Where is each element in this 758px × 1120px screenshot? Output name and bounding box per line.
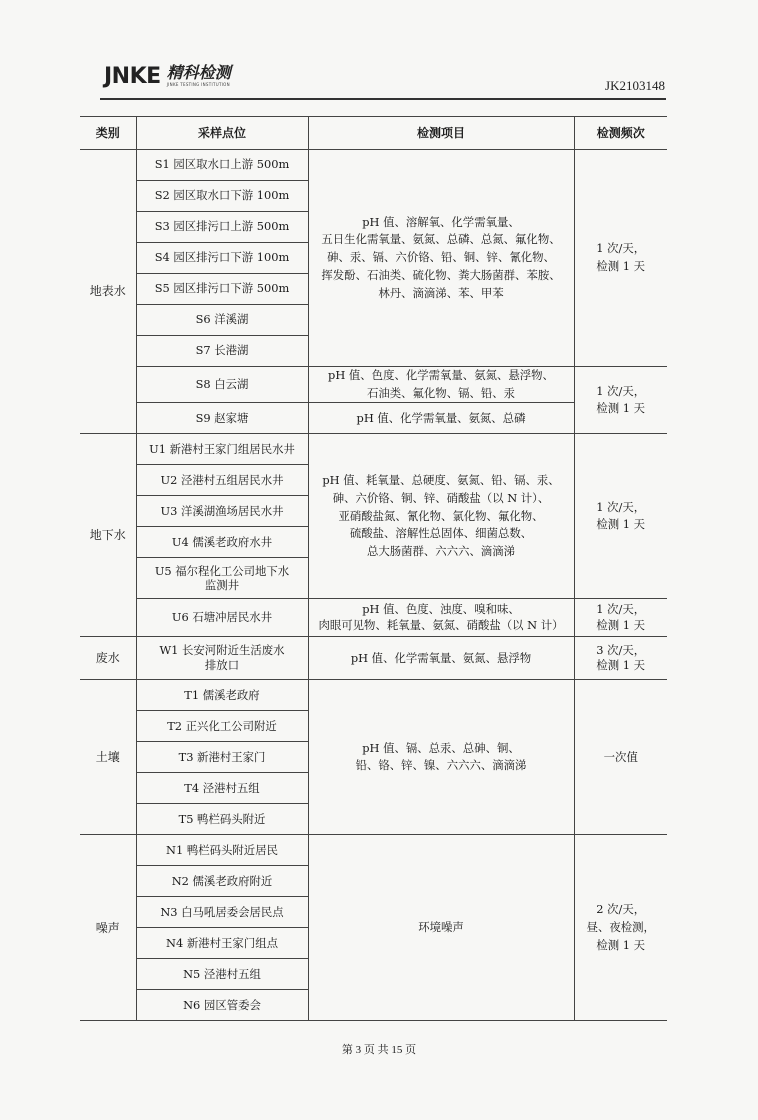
items-noise: 环境噪声 [308, 835, 574, 1021]
table-header-row [80, 117, 667, 150]
logo-english-name: JINKE TESTING INSTITUTION [166, 82, 230, 87]
table-row [80, 150, 667, 181]
col-header-site: 采样点位 [136, 117, 308, 150]
monitoring-plan-table [80, 116, 667, 1021]
category-noise: 噪声 [80, 835, 136, 1021]
logo-mark: JNKE [104, 64, 161, 89]
header-rule [100, 98, 666, 100]
site-u1: U1 新港村王家门组居民水井 [136, 434, 308, 465]
site-s1: S1 园区取水口上游 500m [136, 150, 308, 181]
site-s4: S4 园区排污口下游 100m [136, 243, 308, 274]
site-t2: T2 正兴化工公司附近 [136, 711, 308, 742]
items-surface-a: pH 值、溶解氧、化学需氧量、 五日生化需氧量、氨氮、总磷、总氮、氟化物、 砷、汞、镉、六价铬、铅、铜、锌、氰化物、 挥发酚、石油类、硫化物、粪大肠菌群、苯胺、 林丹、滴滴涕、苯、甲苯 [308, 150, 574, 367]
items-soil: pH 值、镉、总汞、总砷、铜、 铅、铬、锌、镍、六六六、滴滴涕 [308, 680, 574, 835]
items-ground-b: pH 值、色度、浊度、嗅和味、 肉眼可见物、耗氧量、氨氮、硝酸盐（以 N 计） [308, 599, 574, 637]
site-u3: U3 洋溪湖渔场居民水井 [136, 496, 308, 527]
site-t4: T4 泾港村五组 [136, 773, 308, 804]
site-t3: T3 新港村王家门 [136, 742, 308, 773]
freq-soil: 一次值 [574, 680, 667, 835]
freq-surface-b: 1 次/天， 检测 1 天 [574, 367, 667, 434]
freq-ground-b: 1 次/天， 检测 1 天 [574, 599, 667, 637]
page-number: 第 3 页 共 15 页 [341, 1044, 417, 1056]
site-s3: S3 园区排污口上游 500m [136, 212, 308, 243]
site-s8: S8 白云湖 [136, 367, 308, 403]
col-header-category: 类别 [80, 117, 136, 150]
site-n4: N4 新港村王家门组点 [136, 928, 308, 959]
items-ground-a: pH 值、耗氧量、总硬度、氨氮、铅、镉、汞、 砷、六价铬、铜、锌、硝酸盐（以 N 计）、 亚硝酸盐氮、氰化物、氯化物、氟化物、 硫酸盐、溶解性总固体、细菌总数、 总大肠菌群、六六六、滴滴涕 [308, 434, 574, 599]
site-u2: U2 泾港村五组居民水井 [136, 465, 308, 496]
items-surface-b: pH 值、色度、化学需氧量、氨氮、悬浮物、 石油类、氟化物、镉、铅、汞 [308, 367, 574, 403]
company-logo [104, 64, 231, 90]
site-s6: S6 洋溪湖 [136, 305, 308, 336]
freq-noise: 2 次/天， 昼、夜检测， 检测 1 天 [574, 835, 667, 1021]
category-surface-water: 地表水 [80, 150, 136, 434]
items-surface-c: pH 值、化学需氧量、氨氮、总磷 [308, 403, 574, 434]
site-n3: N3 白马吼居委会居民点 [136, 897, 308, 928]
site-n6: N6 园区管委会 [136, 990, 308, 1021]
freq-ground-a: 1 次/天， 检测 1 天 [574, 434, 667, 599]
category-soil: 土壤 [80, 680, 136, 835]
site-s2: S2 园区取水口下游 100m [136, 181, 308, 212]
freq-waste: 3 次/天， 检测 1 天 [574, 637, 667, 680]
site-t5: T5 鸭栏码头附近 [136, 804, 308, 835]
site-s9: S9 赵家塘 [136, 403, 308, 434]
site-t1: T1 儒溪老政府 [136, 680, 308, 711]
col-header-frequency: 检测频次 [574, 117, 667, 150]
site-s7: S7 长港湖 [136, 336, 308, 367]
site-w1: W1 长安河附近生活废水 排放口 [136, 637, 308, 680]
site-u5: U5 福尔程化工公司地下水 监测井 [136, 558, 308, 599]
site-n5: N5 泾港村五组 [136, 959, 308, 990]
site-u6: U6 石塘冲居民水井 [136, 599, 308, 637]
site-u4: U4 儒溪老政府水井 [136, 527, 308, 558]
site-s5: S5 园区排污口下游 500m [136, 274, 308, 305]
category-groundwater: 地下水 [80, 434, 136, 637]
site-n1: N1 鸭栏码头附近居民 [136, 835, 308, 866]
col-header-items: 检测项目 [308, 117, 574, 150]
document-number: JK2103148 [605, 78, 665, 93]
logo-chinese-name: 精科检测 [166, 63, 231, 82]
category-wastewater: 废水 [80, 637, 136, 680]
items-waste: pH 值、化学需氧量、氨氮、悬浮物 [308, 637, 574, 680]
site-n2: N2 儒溪老政府附近 [136, 866, 308, 897]
freq-surface-a: 1 次/天， 检测 1 天 [574, 150, 667, 367]
